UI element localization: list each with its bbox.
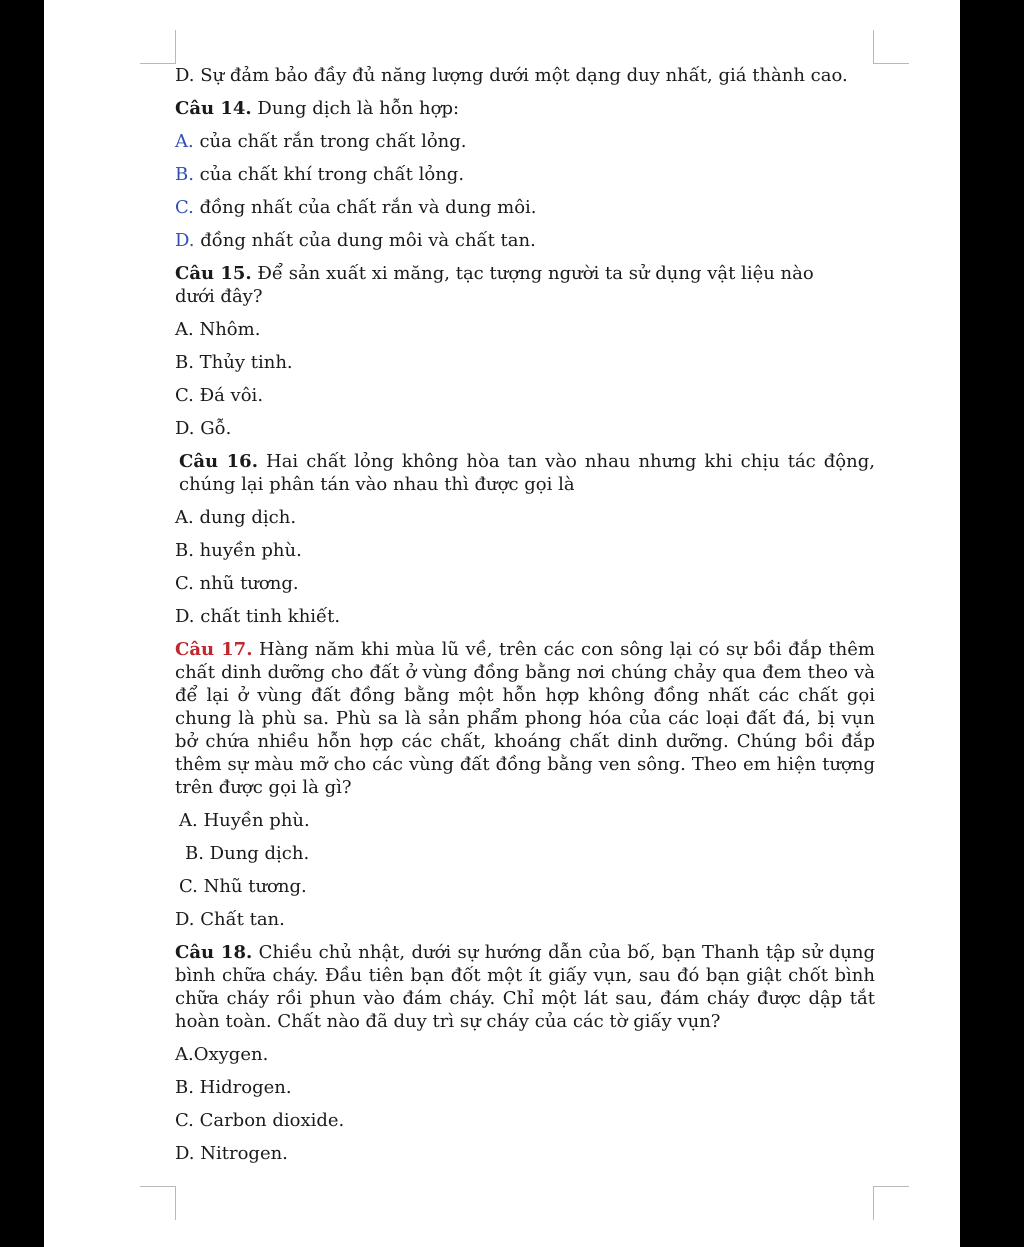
q16-option-d: D. chất tinh khiết. [175,606,341,627]
option-letter: D. [175,230,195,251]
q15-option-c: C. Đá vôi. [175,385,264,406]
q17-option-d: D. Chất tan. [175,909,285,930]
q14-option-d [175,229,875,252]
question-18-text: Chiều chủ nhật, dưới sự hướng dẫn của bố, bạn Thanh tập sử dụng bình chữa cháy. Đầu tiên bạn đốt một ít giấy vụn, sau đó bạn giật chốt bình chữa cháy rồi phun vào đám cháy. Chỉ một lát sau, đám cháy được dập tắt hoàn toàn. Chất nào đã duy trì sự cháy của các tờ giấy vụn? [175,942,875,1032]
q18-option-d: D. Nitrogen. [175,1143,288,1164]
q17-option-a: A. Huyền phù. [179,810,310,831]
option-letter: A. [175,131,194,152]
document-page [44,0,960,1247]
question-17-text: Hàng năm khi mùa lũ về, trên các con sông lại có sự bồi đắp thêm chất dinh dưỡng cho đất ở vùng đồng bằng nơi chúng chảy qua đem theo và để lại ở vùng đất đồng bằng một hỗn hợp không đồng nhất các chất gọi chung là phù sa. Phù sa là sản phẩm phong hóa của các loại đất đá, bị vụn bở chứa nhiều hỗn hợp các chất, khoáng chất dinh dưỡng. Chúng bồi đắp thêm sự màu mỡ cho các vùng đất đồng bằng ven sông. Theo em hiện tượng trên được gọi là gì? [175,639,875,798]
option-letter: C. [175,197,194,218]
document-body [175,64,875,1175]
option-text: của chất rắn trong chất lỏng. [193,131,467,152]
option-text: của chất khí trong chất lỏng. [193,164,465,185]
q18-option-a: A.Oxygen. [175,1044,269,1065]
q14-option-c [175,196,875,219]
q15-option-b: B. Thủy tinh. [175,352,293,373]
question-14-text: Dung dịch là hỗn hợp: [251,98,460,119]
question-18-label: Câu 18. [175,942,253,963]
question-16-text: Hai chất lỏng không hòa tan vào nhau nhưng khi chịu tác động, chúng lại phân tán vào nhau thì được gọi là [179,451,875,495]
intro-option-line: D. Sự đảm bảo đầy đủ năng lượng dưới một dạng duy nhất, giá thành cao. [175,65,848,86]
q18-option-b: B. Hidrogen. [175,1077,292,1098]
q17-option-c: C. Nhũ tương. [179,876,307,897]
question-18 [175,941,875,1033]
q18-option-c: C. Carbon dioxide. [175,1110,345,1131]
question-15 [175,262,855,308]
q15-option-d: D. Gỗ. [175,418,232,439]
question-16-label: Câu 16. [179,451,258,472]
q16-option-c: C. nhũ tương. [175,573,299,594]
q16-option-a: A. dung dịch. [175,507,297,528]
question-17 [175,638,875,799]
q14-option-a [175,130,875,153]
question-17-label: Câu 17. [175,639,253,660]
question-14-label: Câu 14. [175,98,252,119]
question-16 [175,450,875,496]
q16-option-b: B. huyền phù. [175,540,302,561]
option-text: đồng nhất của chất rắn và dung môi. [193,197,537,218]
option-text: đồng nhất của dung môi và chất tan. [194,230,536,251]
question-15-label: Câu 15. [175,263,252,284]
option-letter: B. [175,164,194,185]
question-15-text: Để sản xuất xi măng, tạc tượng người ta sử dụng vật liệu nào dưới đây? [175,263,814,307]
q14-option-b [175,163,875,186]
q15-option-a: A. Nhôm. [175,319,261,340]
q17-option-b: B. Dung dịch. [185,843,310,864]
question-14 [175,97,875,120]
